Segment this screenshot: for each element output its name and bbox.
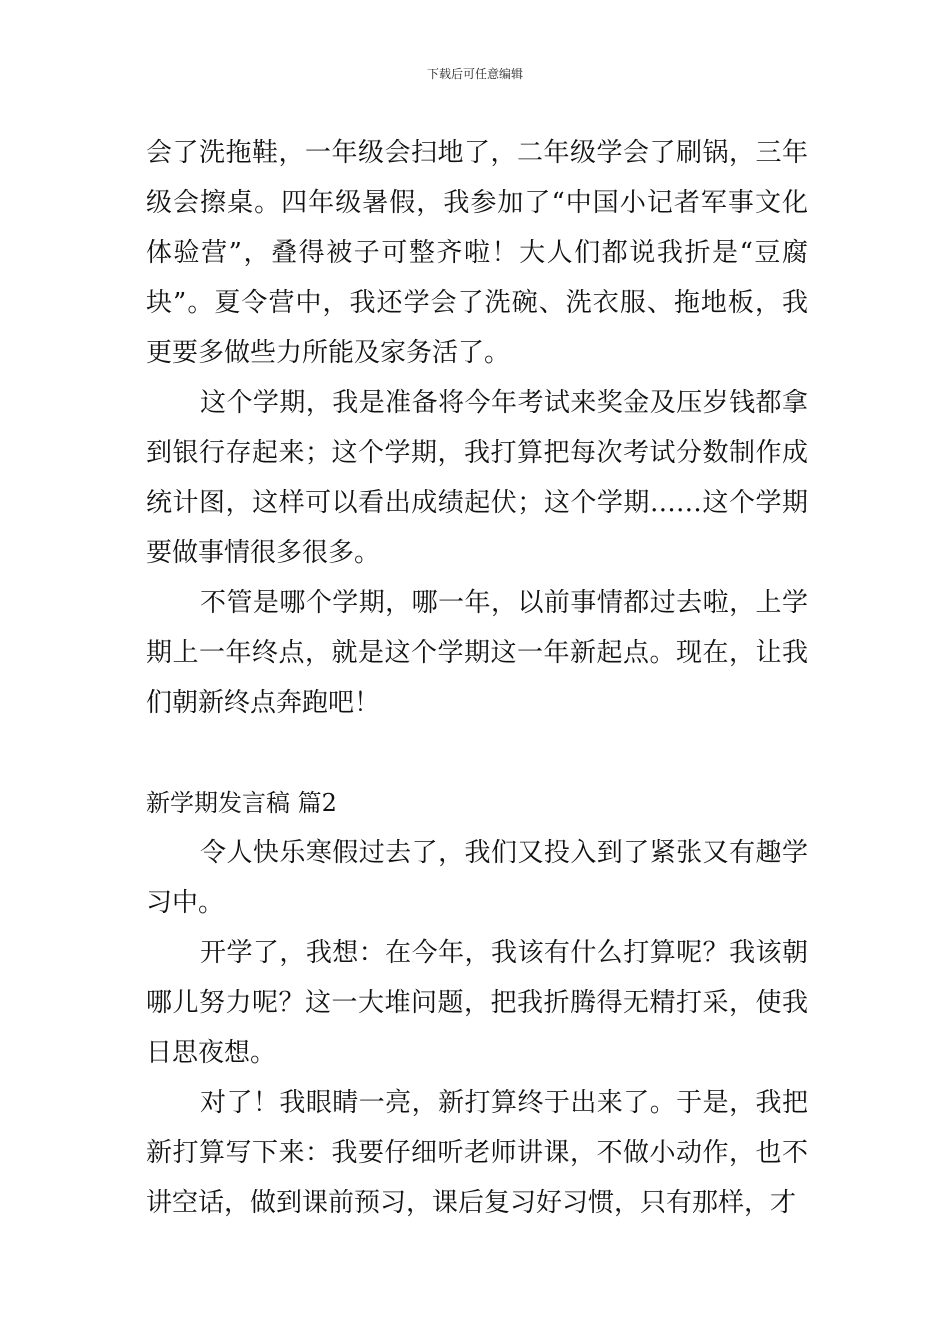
- section-gap: [146, 728, 808, 778]
- paragraph-1: 会了洗拖鞋，一年级会扫地了，二年级学会了刷锅，三年级会擦桌。四年级暑假，我参加了“中国小记者军事文化体验营”，叠得被子可整齐啦！大人们都说我折是“豆腐块”。夏令营中，我还学会了洗碗、洗衣服、拖地板，我更要多做些力所能及家务活了。: [146, 138, 808, 368]
- paragraph-2: 这个学期，我是准备将今年考试来奖金及压岁钱都拿到银行存起来；这个学期，我打算把每次考试分数制作成统计图，这样可以看出成绩起伏；这个学期……这个学期要做事情很多很多。: [146, 388, 808, 568]
- section-title: 新学期发言稿 篇2: [146, 789, 337, 817]
- paragraph-6: 对了！我眼睛一亮，新打算终于出来了。于是，我把新打算写下来：我要仔细听老师讲课，不做小动作，也不讲空话，做到课前预习，课后复习好习惯，只有那样，才: [146, 1088, 808, 1218]
- paragraph-3: 不管是哪个学期，哪一年，以前事情都过去啦，上学期上一年终点，就是这个学期这一年新起点。现在，让我们朝新终点奔跑吧！: [146, 588, 808, 718]
- paragraph-5: 开学了，我想：在今年，我该有什么打算呢？我该朝哪儿努力呢？这一大堆问题，把我折腾得无精打采，使我日思夜想。: [146, 938, 808, 1068]
- paragraph-4: 令人快乐寒假过去了，我们又投入到了紧张又有趣学习中。: [146, 838, 808, 918]
- document-body: [146, 128, 808, 1228]
- header-note: 下载后可任意编辑: [426, 67, 523, 81]
